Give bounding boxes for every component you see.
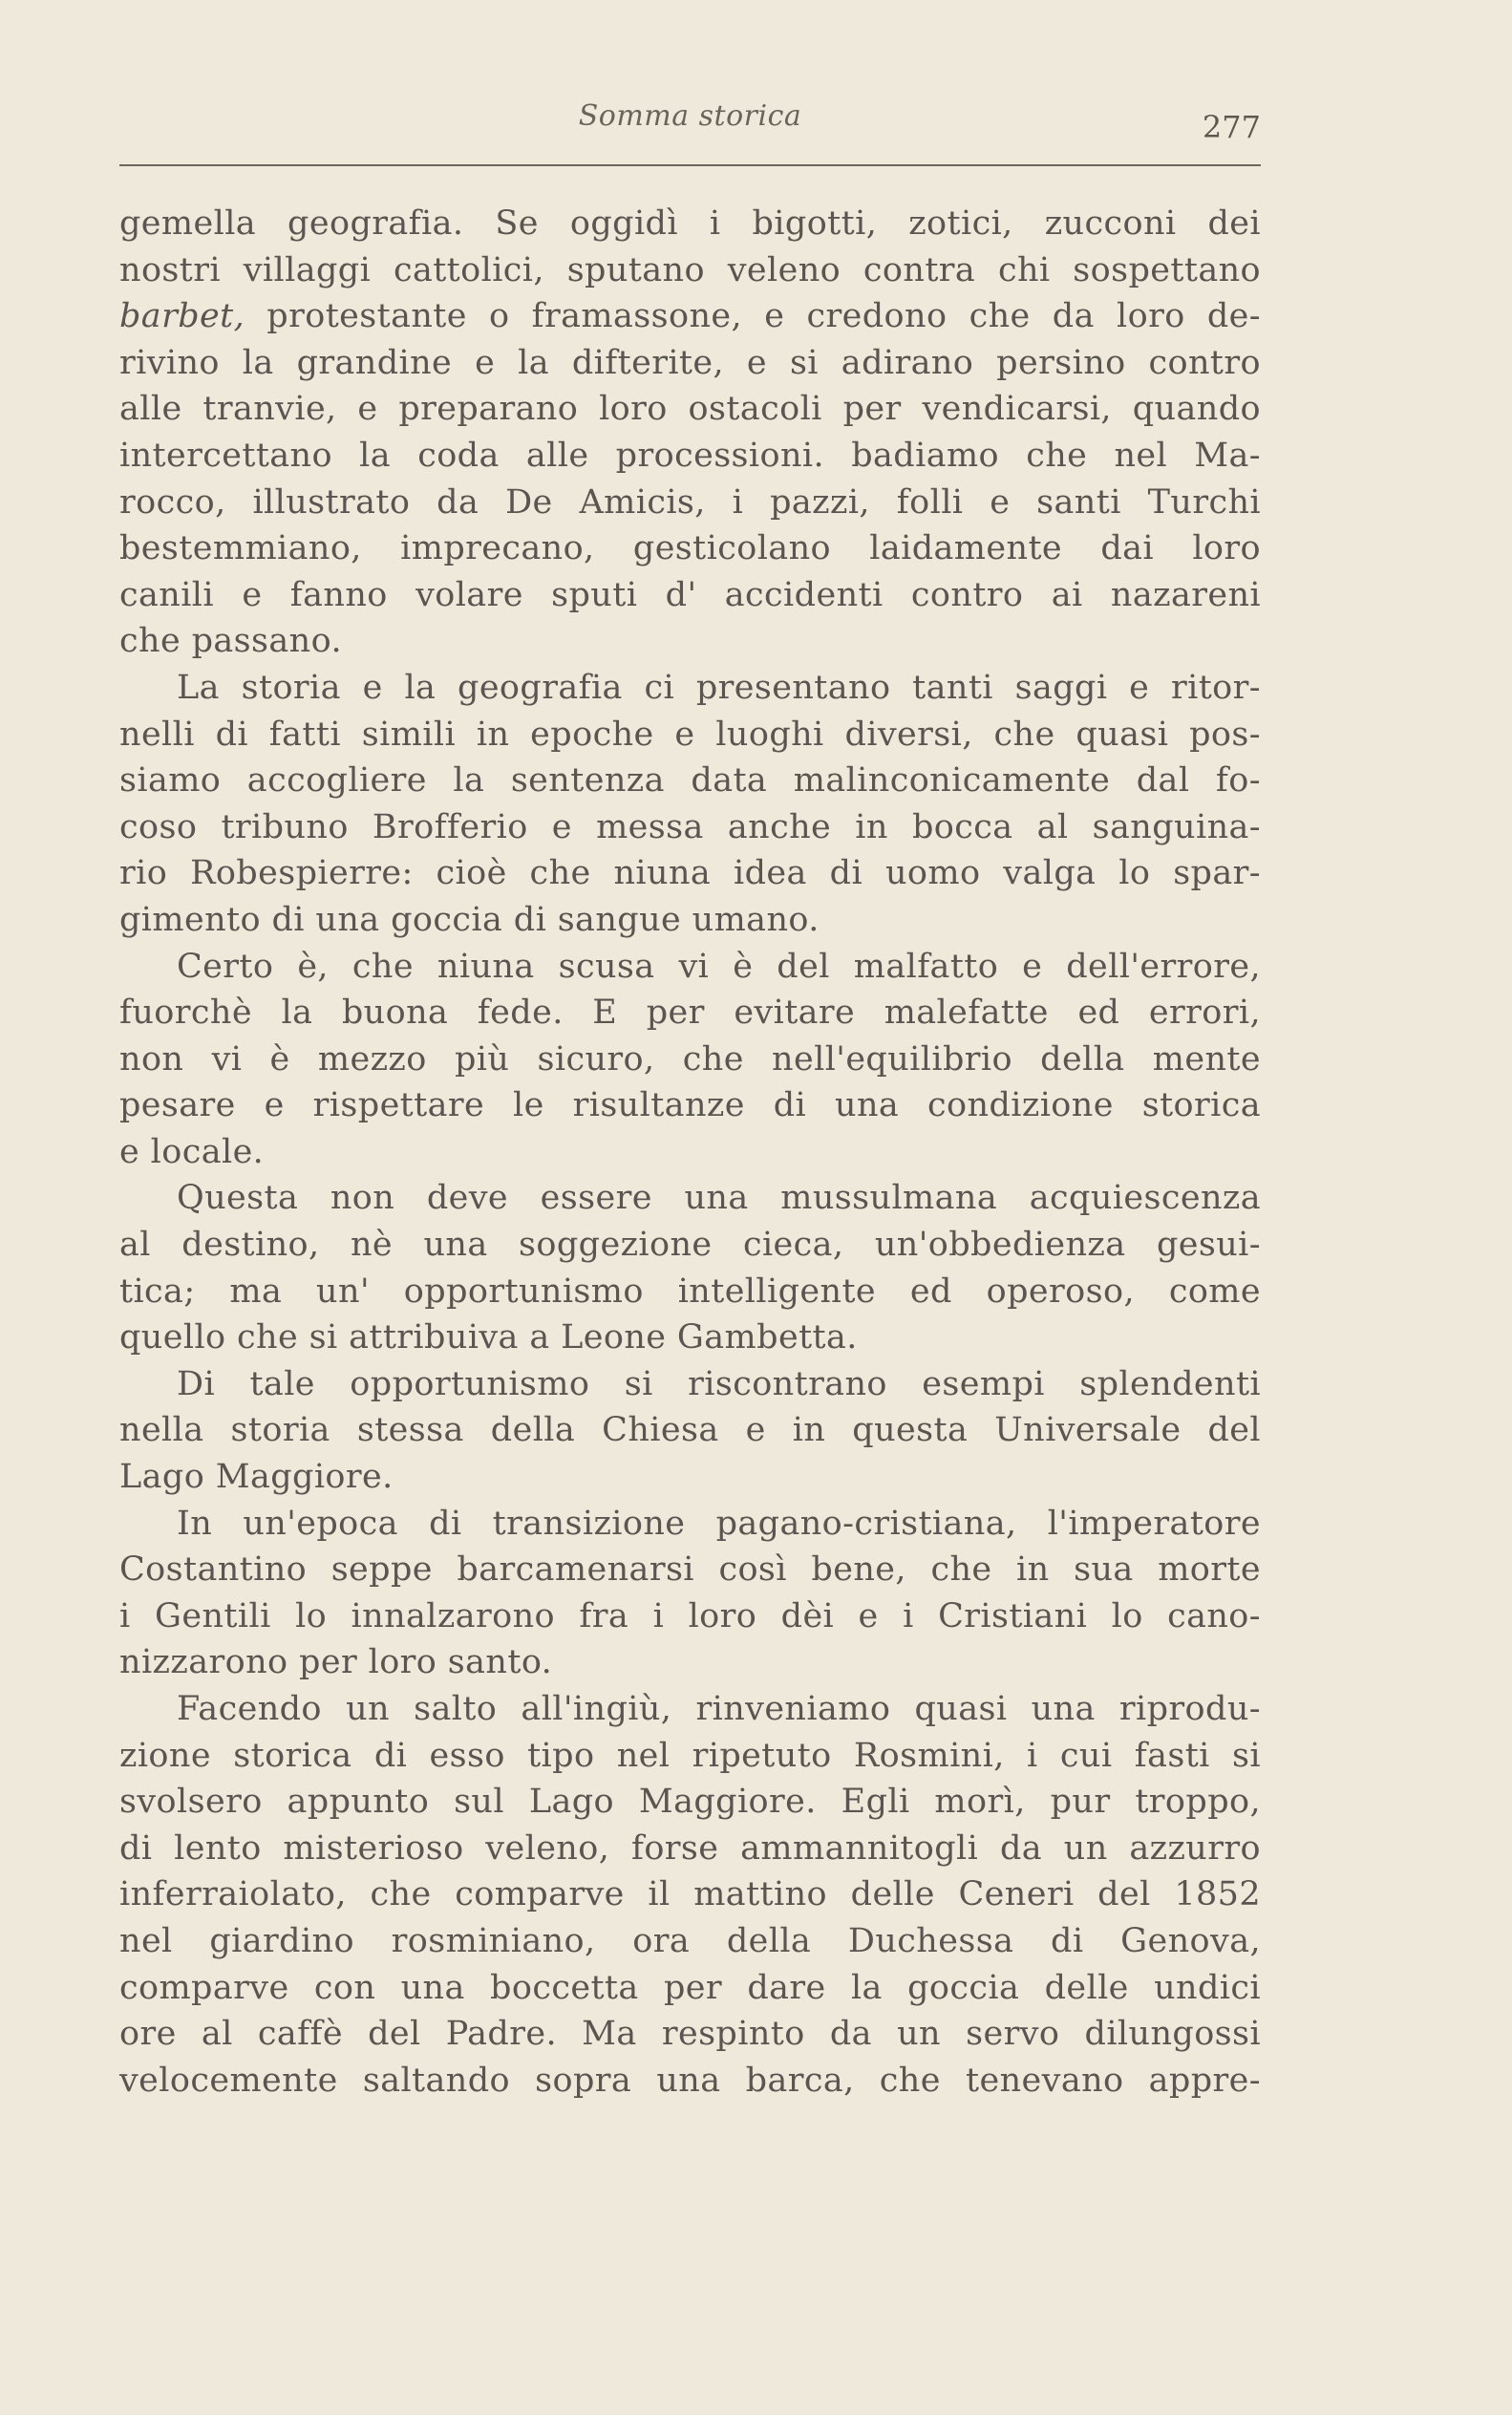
text-line [119,850,1261,897]
text-line [119,1501,1261,1548]
text-line [119,293,1261,340]
text-line [119,386,1261,433]
header-rule [119,164,1261,166]
text-line [119,1779,1261,1826]
line-text: e locale. [119,1132,265,1171]
line-text: gemella geografia. Se oggidì i bigotti, zotici, zucconi dei [119,204,1261,243]
text-line [119,1547,1261,1593]
text-line [119,712,1261,759]
text-line [119,990,1261,1037]
text-line [119,1407,1261,1454]
line-text: La storia e la geografia ci presentano tanti saggi e ritor- [177,668,1261,707]
text-line [119,1314,1261,1361]
line-text: ore al caffè del Padre. Ma respinto da un servo dilungossi [119,2015,1261,2054]
text-line [119,1222,1261,1269]
text-line [119,480,1261,526]
line-text: intercettano la coda alle processioni. badiamo che nel Ma- [119,436,1261,475]
running-title: Somma storica [578,99,802,133]
line-text: Questa non deve essere una mussulmana acquiescenza [177,1179,1261,1218]
italic-word: barbet, [119,297,245,336]
text-line [119,2011,1261,2058]
line-text: tica; ma un' opportunismo intelligente ed operoso, come [119,1272,1261,1311]
line-text: Di tale opportunismo si riscontrano esempi splendenti [177,1364,1261,1403]
page-number: 277 [1202,109,1261,145]
text-line [119,247,1261,294]
line-text: In un'epoca di transizione pagano-cristiana, l'imperatore [177,1504,1261,1543]
line-text: al destino, nè una soggezione cieca, un'obbedienza gesui- [119,1226,1261,1265]
line-text: comparve con una boccetta per dare la goccia delle undici [119,1968,1261,2007]
text-line [119,340,1261,387]
line-text: siamo accogliere la sentenza data malinconicamente dal fo- [119,761,1261,801]
line-text: svolsero appunto sul Lago Maggiore. Egli morì, pur troppo, [119,1783,1261,1822]
text-line [119,1037,1261,1083]
text-line [119,1733,1261,1780]
line-text: velocemente saltando sopra una barca, che tenevano appre- [119,2061,1261,2100]
text-line [119,2058,1261,2105]
text-line [119,1454,1261,1501]
line-text: zione storica di esso tipo nel ripetuto Rosmini, i cui fasti si [119,1736,1261,1775]
text-line [119,572,1261,619]
line-text: nella storia stessa della Chiesa e in questa Universale del [119,1411,1261,1450]
text-line [119,758,1261,804]
body-text [119,201,1261,2104]
line-text: nel giardino rosminiano, ora della Duchessa di Genova, [119,1921,1261,1960]
line-text: inferraiolato, che comparve il mattino delle Ceneri del 1852 [119,1875,1261,1914]
line-text: i Gentili lo innalzarono fra i loro dèi e i Cristiani lo cano- [119,1596,1261,1635]
text-line [119,665,1261,712]
text-line [119,804,1261,851]
line-text: di lento misterioso veleno, forse ammannitogli da un azzurro [119,1828,1261,1868]
text-line [119,1686,1261,1733]
text-line [119,1361,1261,1408]
text-line [119,1269,1261,1315]
text-line [119,1871,1261,1918]
line-text: Certo è, che niuna scusa vi è del malfatto e dell'errore, [177,947,1261,986]
line-text: Costantino seppe barcamenarsi così bene, che in sua morte [119,1550,1261,1590]
line-text: alle tranvie, e preparano loro ostacoli per vendicarsi, quando [119,390,1261,429]
line-text: protestante o framassone, e credono che da loro de- [245,297,1261,336]
line-text: nizzarono per loro santo. [119,1643,553,1682]
line-text: rocco, illustrato da De Amicis, i pazzi, folli e santi Turchi [119,482,1261,522]
text-line [119,944,1261,991]
line-text: rio Robespierre: cioè che niuna idea di uomo valga lo spar- [119,854,1261,893]
line-text: quello che si attribuiva a Leone Gambetta. [119,1318,858,1357]
line-text: fuorchè la buona fede. E per evitare malefatte ed errori, [119,994,1261,1033]
text-line [119,1129,1261,1176]
text-line [119,618,1261,665]
line-text: Lago Maggiore. [119,1458,394,1497]
line-text: rivino la grandine e la difterite, e si adirano persino contro [119,343,1261,382]
text-line [119,1965,1261,2012]
text-line [119,433,1261,480]
line-text: non vi è mezzo più sicuro, che nell'equilibrio della mente [119,1039,1261,1079]
line-text: che passano. [119,622,342,661]
text-line [119,525,1261,572]
text-line [119,201,1261,247]
line-text: nelli di fatti simili in epoche e luoghi diversi, che quasi pos- [119,715,1261,754]
line-text: bestemmiano, imprecano, gesticolano laidamente dai loro [119,529,1261,568]
text-line [119,897,1261,944]
line-text: Facendo un salto all'ingiù, rinveniamo quasi una riprodu- [177,1690,1261,1728]
line-text: coso tribuno Brofferio e messa anche in bocca al sanguina- [119,807,1261,846]
text-line [119,1826,1261,1872]
line-text: canili e fanno volare sputi d' accidenti contro ai nazareni [119,575,1261,614]
text-line [119,1593,1261,1640]
line-text: pesare e rispettare le risultanze di una condizione storica [119,1086,1261,1125]
text-line [119,1175,1261,1222]
text-line [119,1639,1261,1686]
line-text: nostri villaggi cattolici, sputano veleno contra chi sospettano [119,250,1261,289]
text-line [119,1082,1261,1129]
running-header [119,99,1261,147]
line-text: gimento di una goccia di sangue umano. [119,900,820,939]
text-line [119,1918,1261,1965]
